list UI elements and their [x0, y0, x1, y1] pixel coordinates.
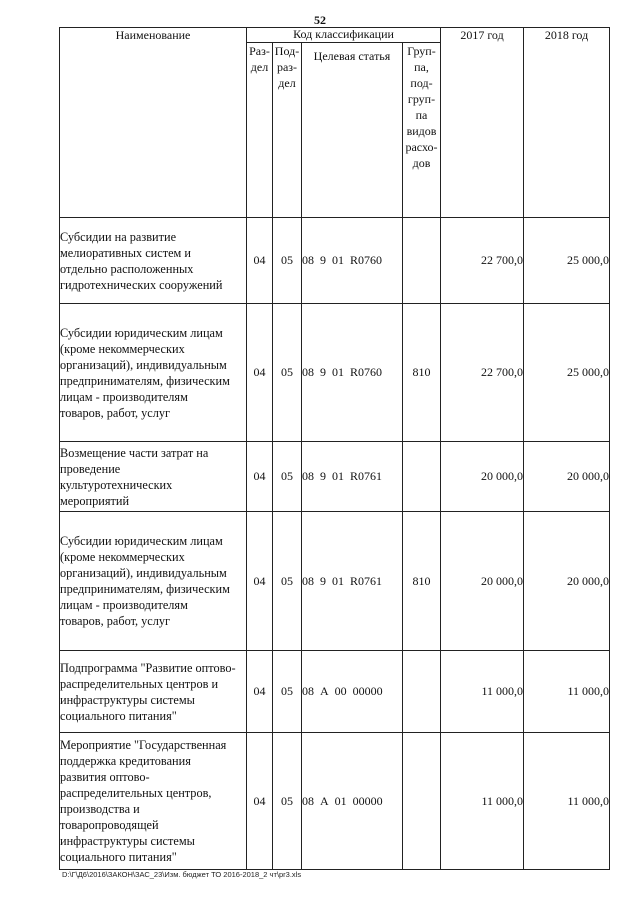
row-group: [403, 733, 441, 870]
table-row: [60, 304, 610, 442]
row-value-2017: 20 000,0: [441, 512, 524, 651]
row-section: 04: [247, 442, 273, 512]
table-row: [60, 651, 610, 733]
header-expense-group: Груп- па, под- груп- па видов расхо- дов: [403, 43, 441, 218]
header-row-top: [60, 28, 610, 43]
header-name: Наименование: [60, 28, 247, 218]
table-row: [60, 218, 610, 304]
header-year-2018: 2018 год: [524, 28, 610, 218]
page-number: 52: [314, 13, 326, 27]
row-group: [403, 442, 441, 512]
row-name: Подпрограмма "Развитие оптово- распределительных центров и инфраструктуры системы социального питания": [60, 651, 247, 733]
row-subsection: 05: [273, 442, 302, 512]
row-section: 04: [247, 218, 273, 304]
row-value-2018: 11 000,0: [524, 651, 610, 733]
row-value-2017: 11 000,0: [441, 651, 524, 733]
row-subsection: 05: [273, 304, 302, 442]
row-subsection: 05: [273, 651, 302, 733]
header-section: Раз- дел: [247, 43, 273, 218]
file-path-footer: D:\Г\Д6\2016\ЗАКОН\ЗАС_23\Изм. бюджет ТО 2016-2018_2 чт\pr3.xls: [62, 870, 302, 879]
row-name: Возмещение части затрат на проведение культуротехнических мероприятий: [60, 442, 247, 512]
row-value-2017: 20 000,0: [441, 442, 524, 512]
row-subsection: 05: [273, 218, 302, 304]
row-article: 08 А 01 00000: [302, 733, 403, 870]
row-value-2017: 22 700,0: [441, 304, 524, 442]
row-section: 04: [247, 512, 273, 651]
row-article: 08 9 01 R0761: [302, 512, 403, 651]
row-article: 08 9 01 R0760: [302, 218, 403, 304]
row-section: 04: [247, 733, 273, 870]
row-section: 04: [247, 304, 273, 442]
row-group: 810: [403, 304, 441, 442]
table-row: [60, 512, 610, 651]
row-group: [403, 651, 441, 733]
row-name: Субсидии юридическим лицам (кроме некоммерческих организаций), индивидуальным предпринимателям, физическим лицам - производителям товаров, работ, услуг: [60, 512, 247, 651]
header-classification: Код классификации: [247, 28, 441, 43]
row-name: Субсидии на развитие мелиоративных систем и отдельно расположенных гидротехнических сооружений: [60, 218, 247, 304]
row-subsection: 05: [273, 512, 302, 651]
header-subsection: Под- раз- дел: [273, 43, 302, 218]
header-year-2017: 2017 год: [441, 28, 524, 218]
row-value-2018: 25 000,0: [524, 218, 610, 304]
row-article: 08 9 01 R0761: [302, 442, 403, 512]
row-value-2018: 11 000,0: [524, 733, 610, 870]
row-article: 08 9 01 R0760: [302, 304, 403, 442]
row-subsection: 05: [273, 733, 302, 870]
row-section: 04: [247, 651, 273, 733]
row-group: 810: [403, 512, 441, 651]
table-row: [60, 442, 610, 512]
row-value-2017: 22 700,0: [441, 218, 524, 304]
table-row: [60, 733, 610, 870]
row-value-2018: 25 000,0: [524, 304, 610, 442]
row-value-2018: 20 000,0: [524, 512, 610, 651]
row-group: [403, 218, 441, 304]
row-value-2017: 11 000,0: [441, 733, 524, 870]
row-value-2018: 20 000,0: [524, 442, 610, 512]
row-name: Мероприятие "Государственная поддержка кредитования развития оптово- распределительных центров, производства и товаропроводящей инфраструктуры системы социального питания": [60, 733, 247, 870]
budget-table: [59, 27, 610, 870]
row-name: Субсидии юридическим лицам (кроме некоммерческих организаций), индивидуальным предпринимателям, физическим лицам - производителям товаров, работ, услуг: [60, 304, 247, 442]
header-target-article: Целевая статья: [302, 43, 403, 218]
row-article: 08 А 00 00000: [302, 651, 403, 733]
